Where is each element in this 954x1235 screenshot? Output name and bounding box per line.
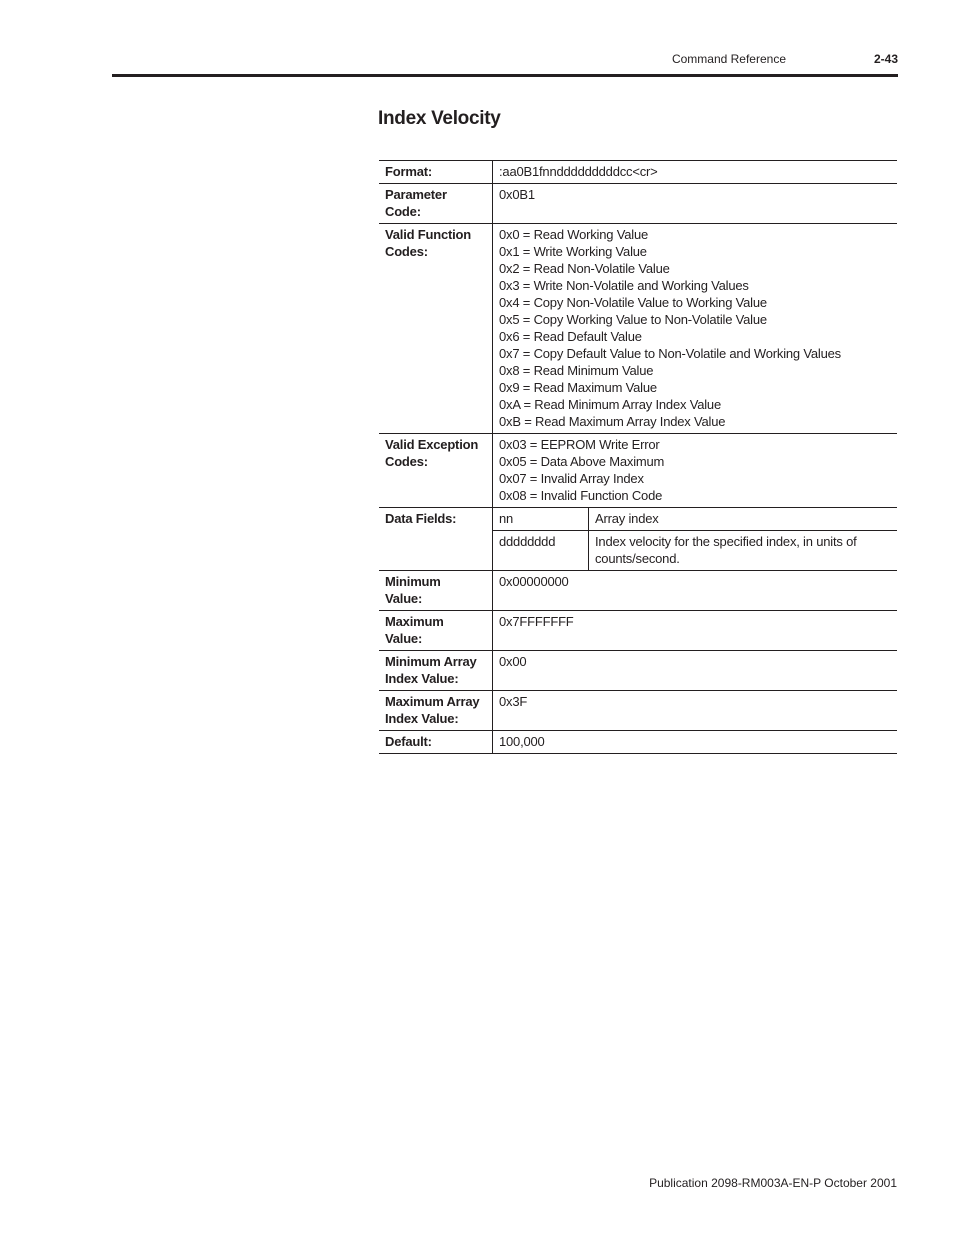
format-value: :aa0B1fnndddddddddcc<cr>: [493, 161, 898, 184]
function-code-item: 0x3 = Write Non-Volatile and Working Values: [499, 278, 749, 293]
function-code-item: 0x6 = Read Default Value: [499, 329, 642, 344]
maximum-value: 0x7FFFFFFF: [493, 611, 898, 651]
data-fields-subtable-cell: [493, 508, 898, 571]
data-field-description: [589, 531, 898, 571]
function-code-item: 0x1 = Write Working Value: [499, 244, 647, 259]
row-minimum-array-index-value: [379, 651, 897, 691]
label-line: Value:: [385, 591, 423, 606]
data-fields-label: Data Fields:: [379, 508, 493, 571]
data-field-name: dddddddd: [493, 531, 589, 571]
minimum-array-index-value-label: [379, 651, 493, 691]
label-line: Minimum: [385, 574, 441, 589]
data-field-row: [493, 531, 897, 571]
page-number: 2-43: [873, 52, 898, 66]
page-title: Index Velocity: [378, 108, 501, 129]
label-line: Index Value:: [385, 711, 459, 726]
row-maximum-value: [379, 611, 897, 651]
data-fields-subtable: [493, 508, 897, 570]
label-line: Codes:: [385, 244, 428, 259]
maximum-array-index-value-label: [379, 691, 493, 731]
parameter-code-value: 0x0B1: [493, 184, 898, 224]
minimum-value: 0x00000000: [493, 571, 898, 611]
label-line: Valid Function: [385, 227, 472, 242]
header-rule: [112, 74, 898, 77]
default-label: Default:: [379, 731, 493, 754]
valid-function-codes-label: [379, 224, 493, 434]
function-code-item: 0x7 = Copy Default Value to Non-Volatile and Working Values: [499, 346, 841, 361]
data-field-name: nn: [493, 508, 589, 531]
row-parameter-code: [379, 184, 897, 224]
command-spec-table: [379, 160, 897, 754]
label-line: Codes:: [385, 454, 428, 469]
row-default: [379, 731, 897, 754]
valid-function-codes-list: [493, 224, 898, 434]
function-code-item: 0x2 = Read Non-Volatile Value: [499, 261, 670, 276]
label-line: Maximum: [385, 614, 444, 629]
parameter-code-label: [379, 184, 493, 224]
label-line: Code:: [385, 204, 421, 219]
label-line: Parameter: [385, 187, 447, 202]
valid-exception-codes-list: [493, 434, 898, 508]
row-maximum-array-index-value: [379, 691, 897, 731]
minimum-value-label: [379, 571, 493, 611]
exception-code-item: 0x03 = EEPROM Write Error: [499, 437, 660, 452]
valid-exception-codes-label: [379, 434, 493, 508]
minimum-array-index-value: 0x00: [493, 651, 898, 691]
label-line: Value:: [385, 631, 423, 646]
row-valid-function-codes: [379, 224, 897, 434]
row-minimum-value: [379, 571, 897, 611]
section-name: Command Reference: [671, 52, 786, 66]
function-code-item: 0x0 = Read Working Value: [499, 227, 649, 242]
description-line: Index velocity for the specified index, in units of: [595, 534, 857, 549]
format-label: Format:: [379, 161, 493, 184]
label-line: Minimum Array: [385, 654, 477, 669]
label-line: Index Value:: [385, 671, 459, 686]
function-code-item: 0x5 = Copy Working Value to Non-Volatile Value: [499, 312, 767, 327]
default-value: 100,000: [493, 731, 898, 754]
maximum-value-label: [379, 611, 493, 651]
maximum-array-index-value: 0x3F: [493, 691, 898, 731]
label-line: Valid Exception: [385, 437, 479, 452]
function-code-item: 0xB = Read Maximum Array Index Value: [499, 414, 726, 429]
function-code-item: 0x8 = Read Minimum Value: [499, 363, 654, 378]
exception-code-item: 0x07 = Invalid Array Index: [499, 471, 644, 486]
exception-code-item: 0x05 = Data Above Maximum: [499, 454, 665, 469]
label-line: Maximum Array: [385, 694, 480, 709]
publication-footer: Publication 2098-RM003A-EN-P October 2001: [649, 1176, 897, 1190]
row-format: [379, 161, 897, 184]
data-field-description: [589, 508, 898, 531]
description-line: counts/second.: [595, 551, 680, 566]
description-line: Array index: [595, 511, 659, 526]
function-code-item: 0x4 = Copy Non-Volatile Value to Working Value: [499, 295, 767, 310]
data-field-row: [493, 508, 897, 531]
row-data-fields: [379, 508, 897, 571]
row-valid-exception-codes: [379, 434, 897, 508]
exception-code-item: 0x08 = Invalid Function Code: [499, 488, 663, 503]
function-code-item: 0xA = Read Minimum Array Index Value: [499, 397, 721, 412]
function-code-item: 0x9 = Read Maximum Value: [499, 380, 657, 395]
